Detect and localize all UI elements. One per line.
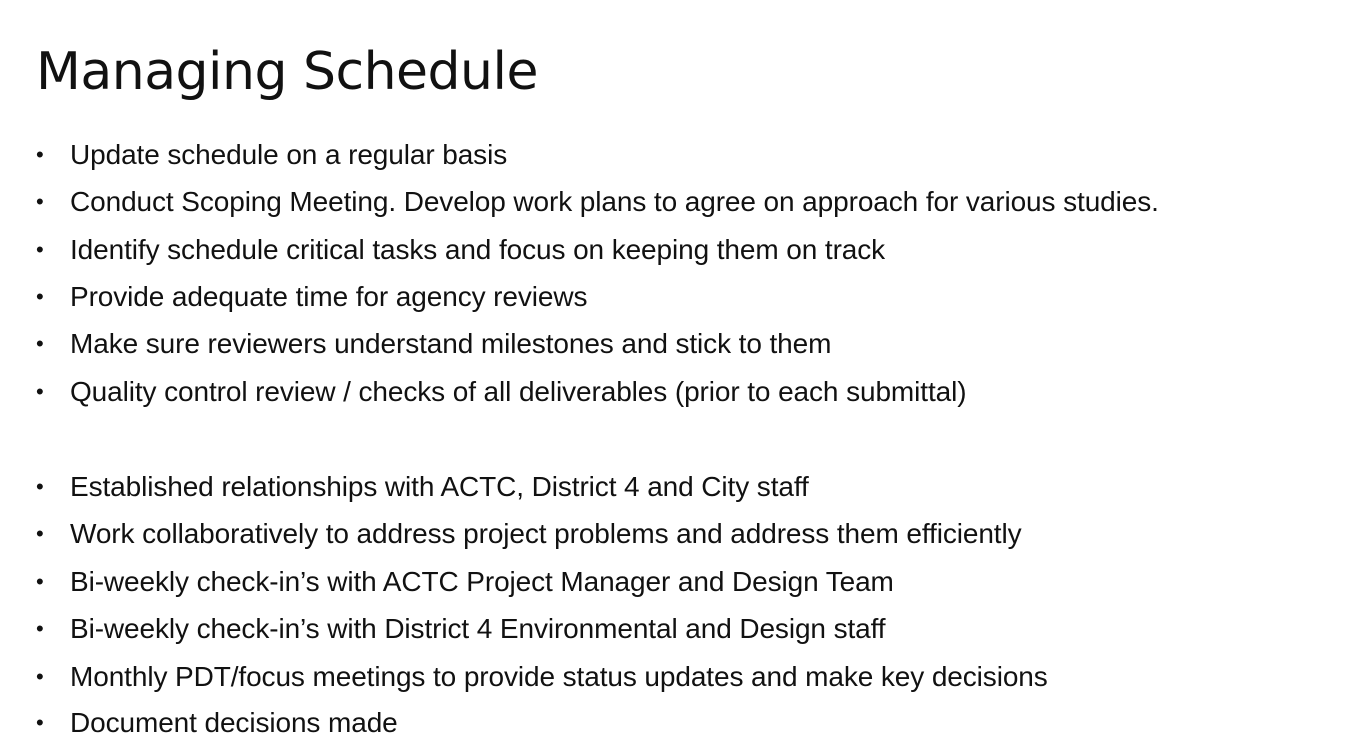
list-item	[36, 467, 809, 507]
bullet-icon: •	[36, 189, 44, 214]
bullet-text: Identify schedule critical tasks and focus on keeping them on track	[70, 234, 886, 265]
list-item	[36, 182, 1159, 222]
bullet-icon: •	[36, 331, 44, 356]
bullet-text: Update schedule on a regular basis	[70, 139, 508, 170]
list-item	[36, 135, 507, 175]
list-item	[36, 324, 831, 364]
bullet-icon: •	[36, 521, 44, 546]
bullet-icon: •	[36, 710, 44, 735]
bullet-text: Bi-weekly check-in’s with District 4 Environmental and Design staff	[70, 613, 886, 644]
bullet-icon: •	[36, 616, 44, 641]
list-item	[36, 609, 886, 649]
bullet-text: Bi-weekly check-in’s with ACTC Project Manager and Design Team	[70, 566, 894, 597]
list-item	[36, 514, 1022, 554]
bullet-icon: •	[36, 474, 44, 499]
list-item	[36, 277, 587, 317]
bullet-text: Make sure reviewers understand milestones and stick to them	[70, 328, 832, 359]
list-item	[36, 372, 966, 412]
list-item	[36, 703, 398, 743]
bullet-text: Conduct Scoping Meeting. Develop work plans to agree on approach for various studies.	[70, 186, 1159, 217]
bullet-icon: •	[36, 569, 44, 594]
bullet-text: Established relationships with ACTC, District 4 and City staff	[70, 471, 809, 502]
bullet-text: Quality control review / checks of all deliverables (prior to each submittal)	[70, 376, 967, 407]
bullet-icon: •	[36, 284, 44, 309]
bullet-text: Monthly PDT/focus meetings to provide status updates and make key decisions	[70, 661, 1048, 692]
bullet-icon: •	[36, 142, 44, 167]
list-item	[36, 562, 894, 602]
bullet-text: Work collaboratively to address project problems and address them efficiently	[70, 518, 1022, 549]
bullet-text: Provide adequate time for agency reviews	[70, 281, 588, 312]
list-item	[36, 657, 1048, 697]
bullet-icon: •	[36, 237, 44, 262]
bullet-text: Document decisions made	[70, 707, 398, 738]
bullet-icon: •	[36, 379, 44, 404]
slide-title: Managing Schedule	[36, 42, 538, 102]
list-item	[36, 230, 885, 270]
bullet-icon: •	[36, 664, 44, 689]
